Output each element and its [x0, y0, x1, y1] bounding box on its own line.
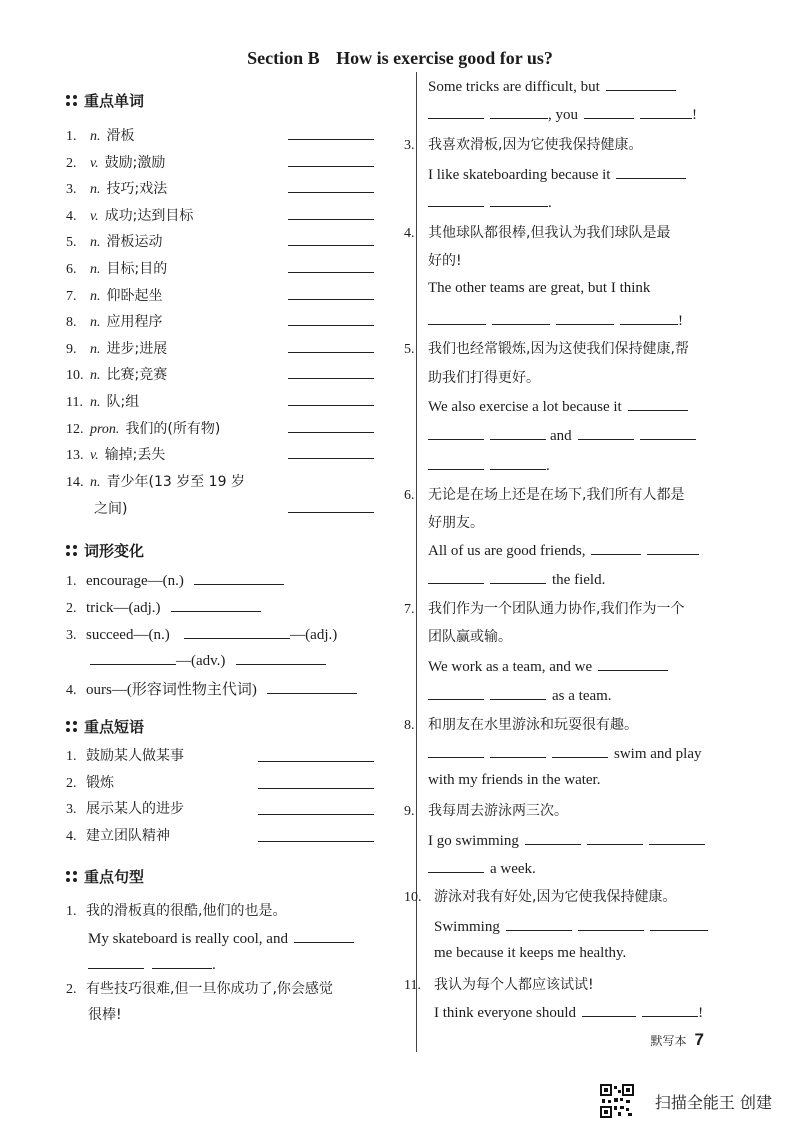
answer-blank[interactable] — [90, 650, 176, 665]
answer-blank[interactable] — [525, 830, 581, 845]
answer-blank[interactable] — [428, 455, 484, 470]
vocab-item: 4. v. 成功;达到目标 — [66, 207, 194, 224]
answer-blank[interactable] — [258, 761, 374, 762]
vocab-heading: 重点单词 — [66, 90, 144, 111]
answer-blank[interactable] — [288, 352, 374, 353]
sentence-2-zh: 2. 有些技巧很难,但一旦你成功了,你会感觉 — [66, 981, 333, 997]
sentence-7-zh: 7. 我们作为一个团队通力协作,我们作为一个 — [404, 601, 685, 617]
answer-blank[interactable] — [88, 954, 144, 969]
forms-heading: 词形变化 — [66, 540, 144, 561]
form-item: 4. ours—(形容词性物主代词) — [66, 678, 357, 699]
sentence-6-en: All of us are good friends, — [428, 540, 699, 560]
answer-blank[interactable] — [640, 425, 696, 440]
sentence-1-blanks: . — [88, 954, 216, 974]
phrase-item: 2. 锻炼 — [66, 774, 114, 791]
answer-blank[interactable] — [649, 830, 705, 845]
answer-blank[interactable] — [582, 1002, 636, 1017]
answer-blank[interactable] — [288, 432, 374, 433]
sentence-2-en-cont: , you ! — [428, 104, 697, 124]
answer-blank[interactable] — [578, 916, 644, 931]
sentence-10-zh: 10. 游泳对我有好处,因为它使我保持健康。 — [404, 889, 677, 905]
vocab-item: 9. n. 进步;进展 — [66, 340, 168, 357]
sentences-heading: 重点句型 — [66, 866, 144, 887]
answer-blank[interactable] — [288, 512, 374, 513]
answer-blank[interactable] — [171, 597, 261, 612]
page-footer — [651, 1030, 704, 1050]
answer-blank[interactable] — [288, 245, 374, 246]
answer-blank[interactable] — [428, 104, 484, 119]
answer-blank[interactable] — [552, 743, 608, 758]
sentence-8-en: swim and play — [428, 743, 702, 763]
footer-label: 默写本 — [650, 1034, 687, 1048]
sentence-11-en: I think everyone should ! — [434, 1002, 703, 1022]
form-item: 3. succeed—(n.) —(adj.) — [66, 624, 337, 644]
answer-blank[interactable] — [490, 455, 546, 470]
answer-blank[interactable] — [428, 743, 484, 758]
sentence-6-en-cont: the field. — [428, 569, 605, 589]
sentence-8-zh: 8. 和朋友在水里游泳和玩耍很有趣。 — [404, 717, 638, 733]
sentence-5-zh: 5. 我们也经常锻炼,因为这使我们保持健康,帮 — [404, 341, 689, 357]
section-bullet-icon — [66, 871, 78, 883]
answer-blank[interactable] — [288, 325, 374, 326]
answer-blank[interactable] — [628, 396, 688, 411]
sentence-8-en-cont: with my friends in the water. — [428, 772, 601, 788]
answer-blank[interactable] — [428, 685, 484, 700]
sentence-5-blanks: . — [428, 455, 550, 475]
form-item-cont: —(adv.) — [90, 650, 326, 670]
vocab-item: 10. n. 比赛;竞赛 — [66, 367, 168, 384]
sentence-7-en-cont: as a team. — [428, 685, 612, 705]
answer-blank[interactable] — [288, 166, 374, 167]
sentence-7-en: We work as a team, and we — [428, 656, 668, 676]
sentence-7-zh-cont: 团队赢或输。 — [428, 629, 512, 645]
sentence-11-zh: 11. 我认为每个人都应该试试! — [404, 977, 594, 993]
sentence-4-zh: 4. 其他球队都很棒,但我认为我们球队是最 — [404, 225, 671, 241]
answer-blank[interactable] — [184, 624, 290, 639]
answer-blank[interactable] — [288, 299, 374, 300]
answer-blank[interactable] — [578, 425, 634, 440]
answer-blank[interactable] — [194, 570, 284, 585]
sentence-3-en: I like skateboarding because it — [428, 164, 686, 184]
answer-blank[interactable] — [647, 540, 699, 555]
answer-blank[interactable] — [490, 425, 546, 440]
answer-blank[interactable] — [640, 104, 692, 119]
vocab-item: 7. n. 仰卧起坐 — [66, 287, 163, 304]
sentence-1-en: My skateboard is really cool, and — [88, 928, 354, 948]
sentence-5-en-cont: and — [428, 425, 696, 445]
sentence-5-en: We also exercise a lot because it — [428, 396, 688, 416]
answer-blank[interactable] — [490, 192, 548, 207]
sentence-6-zh-cont: 好朋友。 — [428, 515, 484, 531]
vocab-item: 2. v. 鼓励;激励 — [66, 154, 166, 171]
vocab-item: 8. n. 应用程序 — [66, 314, 163, 331]
sentence-3-zh: 3. 我喜欢滑板,因为它使我保持健康。 — [404, 137, 643, 153]
vocab-item: 11. n. 队;组 — [66, 394, 140, 410]
answer-blank[interactable] — [506, 916, 572, 931]
sentence-4-en: The other teams are great, but I think — [428, 280, 651, 296]
answer-blank[interactable] — [288, 272, 374, 273]
answer-blank[interactable] — [288, 219, 374, 220]
answer-blank[interactable] — [288, 192, 374, 193]
vocab-item: 13. v. 输掉;丢失 — [66, 447, 166, 464]
answer-blank[interactable] — [606, 76, 676, 91]
answer-blank[interactable] — [428, 310, 486, 325]
form-item: 1. encourage—(n.) — [66, 570, 284, 590]
sentence-2-zh-cont: 很棒! — [88, 1007, 122, 1023]
section-question: How is exercise good for us? — [336, 48, 553, 68]
section-label: Section B — [247, 48, 320, 68]
section-bullet-icon — [66, 95, 78, 107]
answer-blank[interactable] — [591, 540, 641, 555]
answer-blank[interactable] — [258, 841, 374, 842]
sentence-4-blanks: ! — [428, 310, 683, 330]
phrase-item: 3. 展示某人的进步 — [66, 801, 184, 817]
sentence-1-zh: 1. 我的滑板真的很酷,他们的也是。 — [66, 903, 287, 919]
sentence-5-zh-cont: 助我们打得更好。 — [428, 370, 540, 386]
answer-blank[interactable] — [288, 139, 374, 140]
section-bullet-icon — [66, 545, 78, 557]
phrase-item: 1. 鼓励某人做某事 — [66, 748, 184, 764]
sentence-9-zh: 9. 我每周去游泳两三次。 — [404, 803, 568, 819]
vocab-item: 3. n. 技巧;戏法 — [66, 181, 168, 198]
answer-blank[interactable] — [294, 928, 354, 943]
phrases-heading: 重点短语 — [66, 716, 144, 737]
answer-blank[interactable] — [288, 405, 374, 406]
answer-blank[interactable] — [490, 743, 546, 758]
page-title — [0, 48, 800, 69]
answer-blank[interactable] — [267, 679, 357, 694]
answer-blank[interactable] — [152, 954, 212, 969]
sentence-6-zh: 6. 无论是在场上还是在场下,我们所有人都是 — [404, 487, 685, 503]
qr-code-icon — [600, 1084, 634, 1118]
answer-blank[interactable] — [490, 104, 548, 119]
sentence-9-en: I go swimming — [428, 830, 705, 850]
sentence-9-en-cont: a week. — [428, 858, 536, 878]
answer-blank[interactable] — [556, 310, 614, 325]
answer-blank[interactable] — [642, 1002, 698, 1017]
page-number: 7 — [694, 1030, 704, 1049]
answer-blank[interactable] — [428, 425, 484, 440]
sentence-4-zh-cont: 好的! — [428, 253, 462, 269]
answer-blank[interactable] — [428, 192, 484, 207]
answer-blank[interactable] — [288, 458, 374, 459]
phrase-item: 4. 建立团队精神 — [66, 827, 170, 844]
answer-blank[interactable] — [490, 685, 546, 700]
answer-blank[interactable] — [492, 310, 550, 325]
answer-blank[interactable] — [258, 814, 374, 815]
answer-blank[interactable] — [584, 104, 634, 119]
vocab-item: 14. n. 青少年(13 岁至 19 岁 — [66, 473, 245, 490]
answer-blank[interactable] — [428, 569, 484, 584]
sentence-2-en: Some tricks are difficult, but — [428, 76, 676, 96]
scanner-brand: 扫描全能王 创建 — [654, 1093, 772, 1112]
sentence-10-en-cont: me because it keeps me healthy. — [434, 945, 627, 961]
answer-blank[interactable] — [620, 310, 678, 325]
section-bullet-icon — [66, 721, 78, 733]
answer-blank[interactable] — [428, 858, 484, 873]
vocab-item: 12. pron. 我们的(所有物) — [66, 420, 221, 437]
sentence-3-blanks: . — [428, 192, 552, 212]
answer-blank[interactable] — [490, 569, 546, 584]
sentence-10-en: Swimming — [434, 916, 708, 936]
answer-blank[interactable] — [587, 830, 643, 845]
form-item: 2. trick—(adj.) — [66, 597, 261, 617]
vocab-item: 6. n. 目标;目的 — [66, 261, 168, 277]
answer-blank[interactable] — [236, 650, 326, 665]
answer-blank[interactable] — [616, 164, 686, 179]
answer-blank[interactable] — [598, 656, 668, 671]
vocab-item-cont: 之间) — [94, 500, 128, 517]
answer-blank[interactable] — [650, 916, 708, 931]
vocab-item: 5. n. 滑板运动 — [66, 234, 163, 251]
answer-blank[interactable] — [258, 788, 374, 789]
vocab-item: 1. n. 滑板 — [66, 128, 135, 144]
answer-blank[interactable] — [288, 378, 374, 379]
